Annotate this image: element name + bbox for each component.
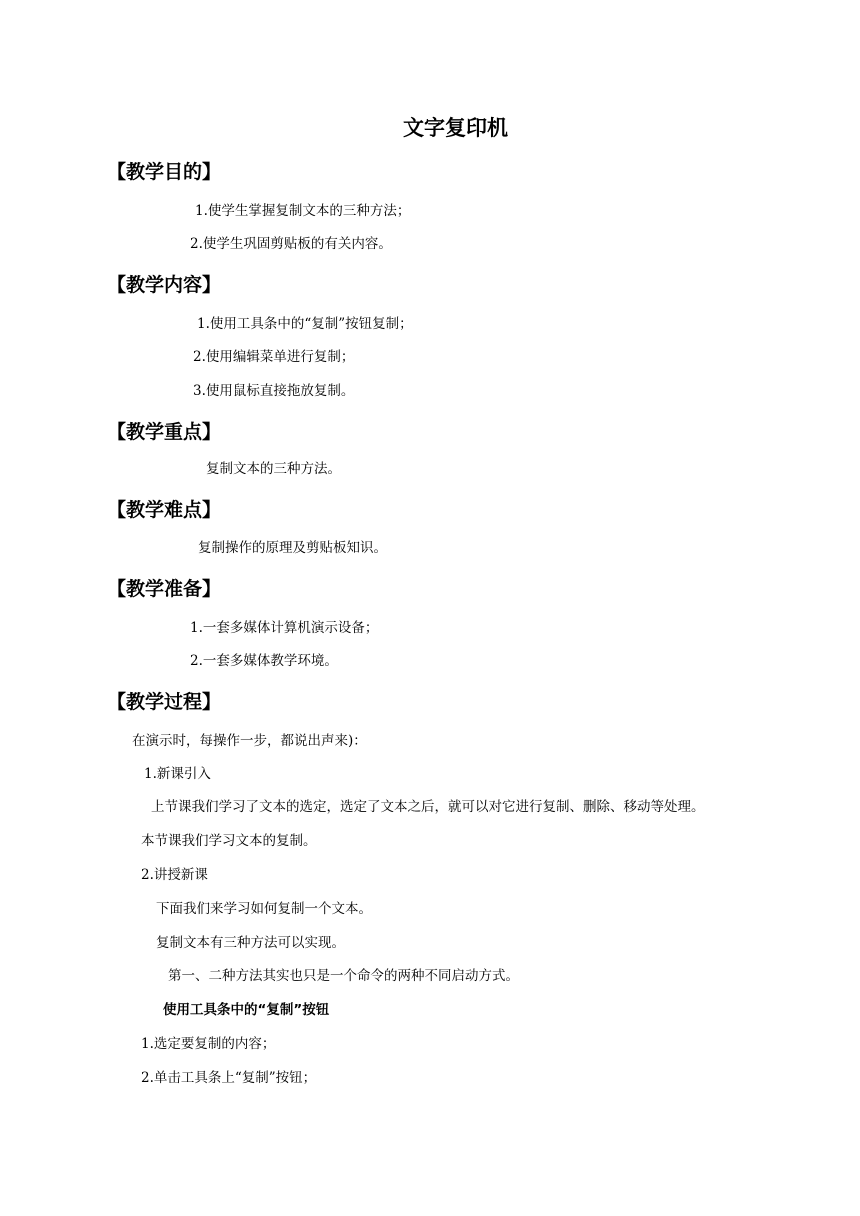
process-subheading: 使用工具条中的“复制”按钮 [163, 1002, 330, 1018]
key-point-item: 复制文本的三种方法。 [206, 461, 341, 477]
process-line: 本节课我们学习文本的复制。 [141, 833, 317, 849]
process-line: 在演示时，每操作一步，都说出声来)： [132, 733, 367, 749]
process-line: 2.讲授新课 [141, 867, 208, 883]
section-heading-content: 【教学内容】 [107, 274, 222, 296]
section-heading-preparation: 【教学准备】 [107, 578, 222, 600]
section-heading-difficulties: 【教学难点】 [107, 499, 222, 521]
section-heading-objectives: 【教学目的】 [107, 161, 222, 183]
objective-item-1: 1.使学生掌握复制文本的三种方法； [195, 203, 411, 219]
preparation-item-1: 1.一套多媒体计算机演示设备； [190, 620, 379, 636]
process-line: 上节课我们学习了文本的选定，选定了文本之后，就可以对它进行复制、删除、移动等处理。 [151, 799, 705, 815]
section-heading-key-points: 【教学重点】 [107, 421, 222, 443]
content-item-2: 2.使用编辑菜单进行复制； [193, 349, 355, 365]
difficulty-item: 复制操作的原理及剪贴板知识。 [198, 540, 387, 556]
content-item-1: 1.使用工具条中的“复制”按钮复制； [197, 316, 413, 332]
process-line: 2.单击工具条上“复制”按钮； [141, 1070, 317, 1086]
preparation-item-2: 2.一套多媒体教学环境。 [190, 653, 338, 669]
document-title: 文字复印机 [403, 116, 508, 140]
process-line: 1.新课引入 [144, 766, 211, 782]
process-line: 复制文本有三种方法可以实现。 [156, 935, 345, 951]
objective-item-2: 2.使学生巩固剪贴板的有关内容。 [190, 236, 392, 252]
content-item-3: 3.使用鼠标直接拖放复制。 [193, 383, 355, 399]
process-line: 第一、二种方法其实也只是一个命令的两种不同启动方式。 [168, 968, 519, 984]
process-line: 下面我们来学习如何复制一个文本。 [156, 901, 372, 917]
process-line: 1.选定要复制的内容； [141, 1036, 276, 1052]
section-heading-process: 【教学过程】 [107, 691, 222, 713]
